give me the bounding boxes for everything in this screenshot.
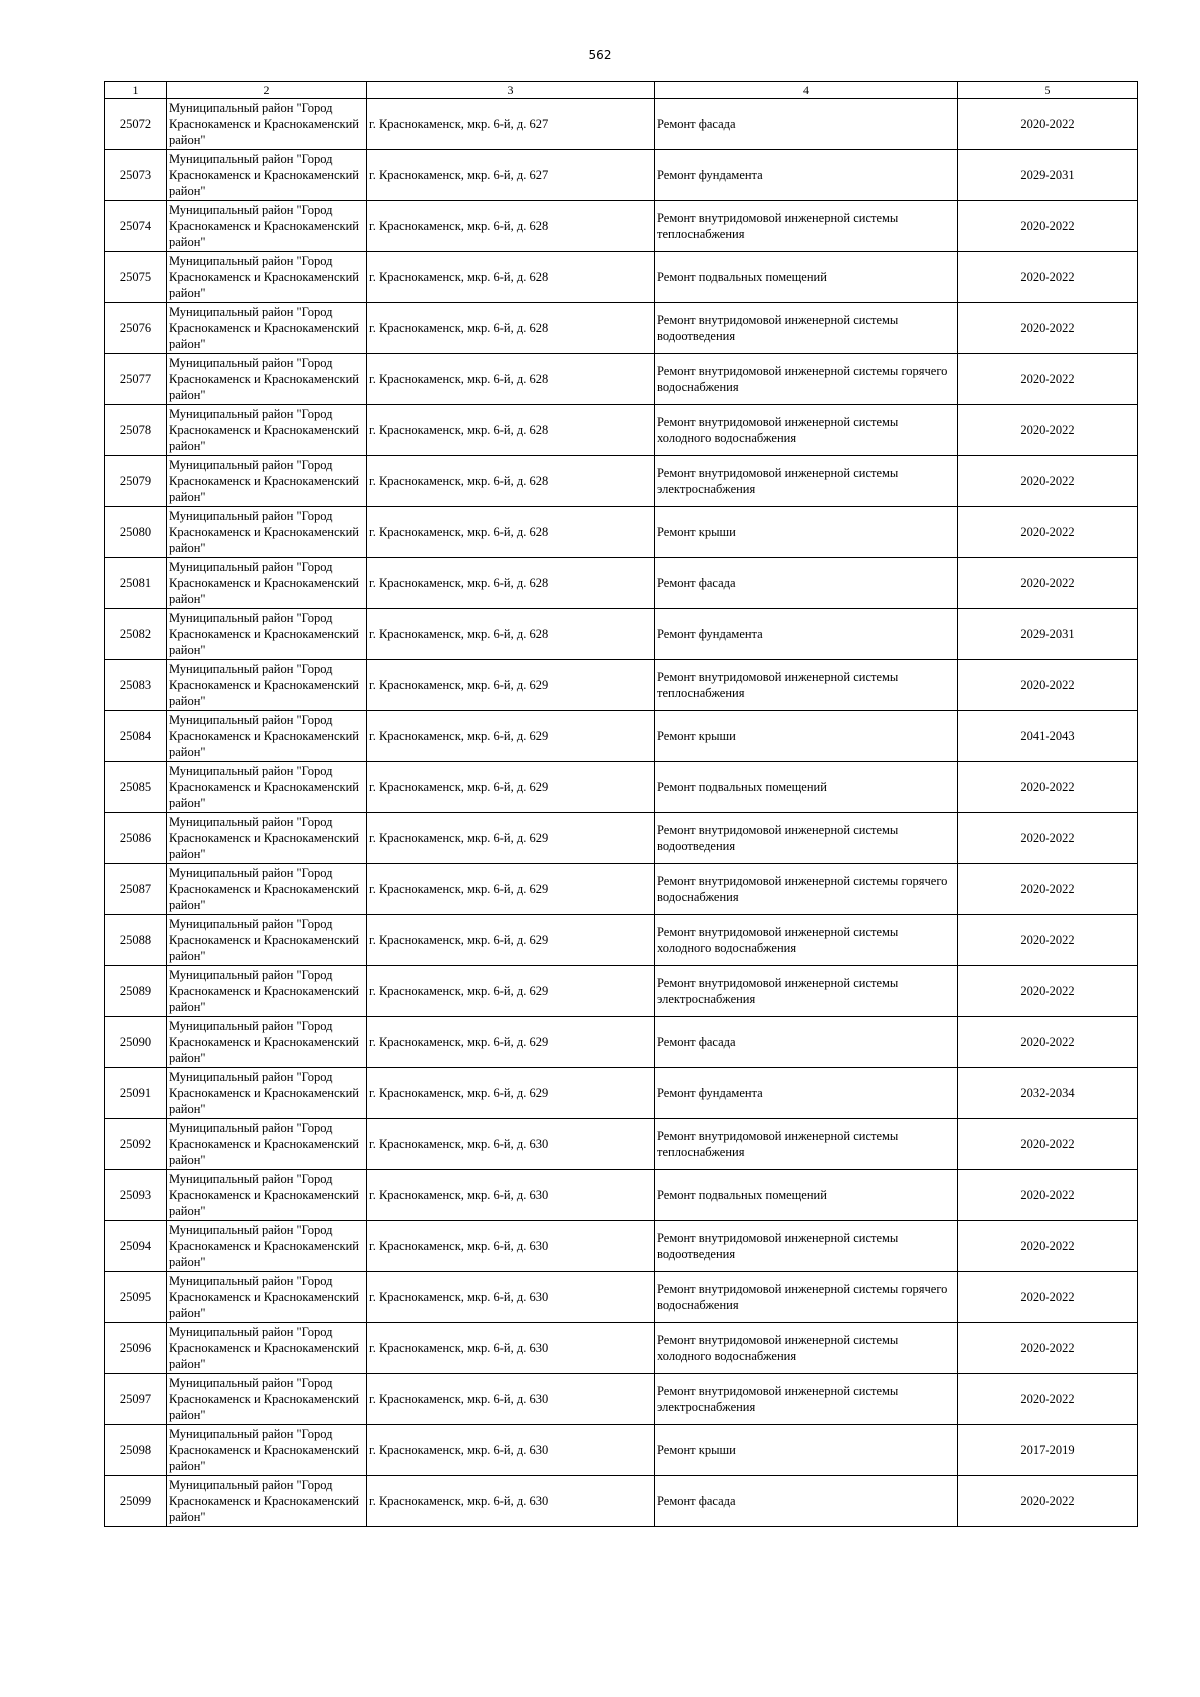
work-type-cell: Ремонт внутридомовой инженерной системы холодного водоснабжения: [655, 405, 958, 456]
row-number-cell: 25089: [105, 966, 167, 1017]
municipality-cell: Муниципальный район "Город Краснокаменск и Краснокаменский район": [167, 354, 367, 405]
table-row: [105, 558, 1138, 609]
work-type-cell: Ремонт подвальных помещений: [655, 252, 958, 303]
table-body: [105, 99, 1138, 1527]
table-row: [105, 1374, 1138, 1425]
work-type-cell: Ремонт фундамента: [655, 150, 958, 201]
page-number: 562: [588, 48, 612, 62]
row-number-cell: 25096: [105, 1323, 167, 1374]
row-number-cell: 25098: [105, 1425, 167, 1476]
municipality-cell: Муниципальный район "Город Краснокаменск и Краснокаменский район": [167, 1425, 367, 1476]
table-row: [105, 354, 1138, 405]
period-cell: 2020-2022: [958, 252, 1138, 303]
table-row: [105, 813, 1138, 864]
work-type-cell: Ремонт фасада: [655, 1017, 958, 1068]
municipality-cell: Муниципальный район "Город Краснокаменск и Краснокаменский район": [167, 1068, 367, 1119]
work-type-cell: Ремонт крыши: [655, 711, 958, 762]
municipality-cell: Муниципальный район "Город Краснокаменск и Краснокаменский район": [167, 405, 367, 456]
row-number-cell: 25076: [105, 303, 167, 354]
municipality-cell: Муниципальный район "Город Краснокаменск и Краснокаменский район": [167, 507, 367, 558]
row-number-cell: 25095: [105, 1272, 167, 1323]
table-row: [105, 99, 1138, 150]
municipality-cell: Муниципальный район "Город Краснокаменск и Краснокаменский район": [167, 609, 367, 660]
work-type-cell: Ремонт подвальных помещений: [655, 1170, 958, 1221]
municipality-cell: Муниципальный район "Город Краснокаменск и Краснокаменский район": [167, 864, 367, 915]
period-cell: 2020-2022: [958, 558, 1138, 609]
address-cell: г. Краснокаменск, мкр. 6-й, д. 628: [367, 456, 655, 507]
table-row: [105, 150, 1138, 201]
row-number-cell: 25090: [105, 1017, 167, 1068]
work-type-cell: Ремонт внутридомовой инженерной системы водоотведения: [655, 1221, 958, 1272]
address-cell: г. Краснокаменск, мкр. 6-й, д. 629: [367, 864, 655, 915]
address-cell: г. Краснокаменск, мкр. 6-й, д. 627: [367, 99, 655, 150]
municipality-cell: Муниципальный район "Город Краснокаменск и Краснокаменский район": [167, 99, 367, 150]
municipality-cell: Муниципальный район "Город Краснокаменск и Краснокаменский район": [167, 1119, 367, 1170]
table-row: [105, 1119, 1138, 1170]
work-type-cell: Ремонт подвальных помещений: [655, 762, 958, 813]
period-cell: 2020-2022: [958, 762, 1138, 813]
period-cell: 2020-2022: [958, 1374, 1138, 1425]
work-type-cell: Ремонт внутридомовой инженерной системы теплоснабжения: [655, 1119, 958, 1170]
table-row: [105, 1476, 1138, 1527]
work-type-cell: Ремонт внутридомовой инженерной системы горячего водоснабжения: [655, 1272, 958, 1323]
row-number-cell: 25079: [105, 456, 167, 507]
municipality-cell: Муниципальный район "Город Краснокаменск и Краснокаменский район": [167, 1374, 367, 1425]
work-type-cell: Ремонт внутридомовой инженерной системы электроснабжения: [655, 1374, 958, 1425]
municipality-cell: Муниципальный район "Город Краснокаменск и Краснокаменский район": [167, 1272, 367, 1323]
period-cell: 2029-2031: [958, 150, 1138, 201]
address-cell: г. Краснокаменск, мкр. 6-й, д. 630: [367, 1170, 655, 1221]
period-cell: 2020-2022: [958, 1221, 1138, 1272]
table-row: [105, 456, 1138, 507]
address-cell: г. Краснокаменск, мкр. 6-й, д. 628: [367, 201, 655, 252]
period-cell: 2020-2022: [958, 456, 1138, 507]
period-cell: 2020-2022: [958, 1119, 1138, 1170]
address-cell: г. Краснокаменск, мкр. 6-й, д. 628: [367, 252, 655, 303]
period-cell: 2020-2022: [958, 813, 1138, 864]
address-cell: г. Краснокаменск, мкр. 6-й, д. 629: [367, 1017, 655, 1068]
period-cell: 2020-2022: [958, 660, 1138, 711]
address-cell: г. Краснокаменск, мкр. 6-й, д. 630: [367, 1119, 655, 1170]
period-cell: 2017-2019: [958, 1425, 1138, 1476]
table-row: [105, 1221, 1138, 1272]
table-row: [105, 864, 1138, 915]
table-row: [105, 1323, 1138, 1374]
period-cell: 2020-2022: [958, 405, 1138, 456]
table-row: [105, 252, 1138, 303]
address-cell: г. Краснокаменск, мкр. 6-й, д. 629: [367, 813, 655, 864]
address-cell: г. Краснокаменск, мкр. 6-й, д. 629: [367, 915, 655, 966]
municipality-cell: Муниципальный район "Город Краснокаменск и Краснокаменский район": [167, 1170, 367, 1221]
work-type-cell: Ремонт внутридомовой инженерной системы водоотведения: [655, 303, 958, 354]
municipality-cell: Муниципальный район "Город Краснокаменск и Краснокаменский район": [167, 558, 367, 609]
work-type-cell: Ремонт внутридомовой инженерной системы холодного водоснабжения: [655, 915, 958, 966]
row-number-cell: 25080: [105, 507, 167, 558]
row-number-cell: 25097: [105, 1374, 167, 1425]
row-number-cell: 25073: [105, 150, 167, 201]
table-row: [105, 1170, 1138, 1221]
work-type-cell: Ремонт внутридомовой инженерной системы водоотведения: [655, 813, 958, 864]
period-cell: 2020-2022: [958, 507, 1138, 558]
work-type-cell: Ремонт фасада: [655, 99, 958, 150]
table-row: [105, 1068, 1138, 1119]
column-header: 1: [105, 82, 167, 99]
municipality-cell: Муниципальный район "Город Краснокаменск и Краснокаменский район": [167, 915, 367, 966]
work-type-cell: Ремонт фасада: [655, 558, 958, 609]
row-number-cell: 25085: [105, 762, 167, 813]
period-cell: 2020-2022: [958, 1323, 1138, 1374]
work-type-cell: Ремонт внутридомовой инженерной системы горячего водоснабжения: [655, 354, 958, 405]
row-number-cell: 25087: [105, 864, 167, 915]
period-cell: 2020-2022: [958, 864, 1138, 915]
address-cell: г. Краснокаменск, мкр. 6-й, д. 630: [367, 1374, 655, 1425]
period-cell: 2029-2031: [958, 609, 1138, 660]
address-cell: г. Краснокаменск, мкр. 6-й, д. 628: [367, 405, 655, 456]
period-cell: 2020-2022: [958, 1017, 1138, 1068]
table-row: [105, 609, 1138, 660]
work-type-cell: Ремонт внутридомовой инженерной системы горячего водоснабжения: [655, 864, 958, 915]
municipality-cell: Муниципальный район "Город Краснокаменск и Краснокаменский район": [167, 1476, 367, 1527]
table-row: [105, 711, 1138, 762]
row-number-cell: 25093: [105, 1170, 167, 1221]
row-number-cell: 25084: [105, 711, 167, 762]
work-type-cell: Ремонт крыши: [655, 1425, 958, 1476]
column-header: 3: [367, 82, 655, 99]
period-cell: 2020-2022: [958, 303, 1138, 354]
period-cell: 2020-2022: [958, 201, 1138, 252]
address-cell: г. Краснокаменск, мкр. 6-й, д. 630: [367, 1272, 655, 1323]
address-cell: г. Краснокаменск, мкр. 6-й, д. 628: [367, 609, 655, 660]
period-cell: 2020-2022: [958, 1476, 1138, 1527]
row-number-cell: 25083: [105, 660, 167, 711]
table-row: [105, 405, 1138, 456]
column-header: 4: [655, 82, 958, 99]
work-type-cell: Ремонт внутридомовой инженерной системы холодного водоснабжения: [655, 1323, 958, 1374]
municipality-cell: Муниципальный район "Город Краснокаменск и Краснокаменский район": [167, 252, 367, 303]
row-number-cell: 25078: [105, 405, 167, 456]
municipality-cell: Муниципальный район "Город Краснокаменск и Краснокаменский район": [167, 150, 367, 201]
row-number-cell: 25082: [105, 609, 167, 660]
municipality-cell: Муниципальный район "Город Краснокаменск и Краснокаменский район": [167, 1221, 367, 1272]
table-row: [105, 660, 1138, 711]
address-cell: г. Краснокаменск, мкр. 6-й, д. 629: [367, 711, 655, 762]
municipality-cell: Муниципальный район "Город Краснокаменск и Краснокаменский район": [167, 966, 367, 1017]
table-row: [105, 1017, 1138, 1068]
work-type-cell: Ремонт внутридомовой инженерной системы теплоснабжения: [655, 201, 958, 252]
address-cell: г. Краснокаменск, мкр. 6-й, д. 630: [367, 1476, 655, 1527]
period-cell: 2020-2022: [958, 915, 1138, 966]
row-number-cell: 25074: [105, 201, 167, 252]
row-number-cell: 25094: [105, 1221, 167, 1272]
municipality-cell: Муниципальный район "Город Краснокаменск и Краснокаменский район": [167, 1323, 367, 1374]
row-number-cell: 25072: [105, 99, 167, 150]
address-cell: г. Краснокаменск, мкр. 6-й, д. 630: [367, 1425, 655, 1476]
period-cell: 2020-2022: [958, 966, 1138, 1017]
municipality-cell: Муниципальный район "Город Краснокаменск и Краснокаменский район": [167, 711, 367, 762]
period-cell: 2020-2022: [958, 1170, 1138, 1221]
table-row: [105, 1272, 1138, 1323]
work-type-cell: Ремонт фасада: [655, 1476, 958, 1527]
address-cell: г. Краснокаменск, мкр. 6-й, д. 628: [367, 507, 655, 558]
municipality-cell: Муниципальный район "Город Краснокаменск и Краснокаменский район": [167, 456, 367, 507]
period-cell: 2032-2034: [958, 1068, 1138, 1119]
municipality-cell: Муниципальный район "Город Краснокаменск и Краснокаменский район": [167, 813, 367, 864]
municipality-cell: Муниципальный район "Город Краснокаменск и Краснокаменский район": [167, 762, 367, 813]
table-row: [105, 966, 1138, 1017]
table-row: [105, 762, 1138, 813]
column-header: 2: [167, 82, 367, 99]
work-type-cell: Ремонт фундамента: [655, 609, 958, 660]
table-header-row: [105, 82, 1138, 99]
row-number-cell: 25081: [105, 558, 167, 609]
period-cell: 2020-2022: [958, 354, 1138, 405]
address-cell: г. Краснокаменск, мкр. 6-й, д. 629: [367, 1068, 655, 1119]
row-number-cell: 25077: [105, 354, 167, 405]
municipality-cell: Муниципальный район "Город Краснокаменск и Краснокаменский район": [167, 303, 367, 354]
address-cell: г. Краснокаменск, мкр. 6-й, д. 629: [367, 966, 655, 1017]
row-number-cell: 25086: [105, 813, 167, 864]
table-row: [105, 201, 1138, 252]
repair-schedule-table: [104, 81, 1138, 1527]
municipality-cell: Муниципальный район "Город Краснокаменск и Краснокаменский район": [167, 660, 367, 711]
work-type-cell: Ремонт внутридомовой инженерной системы электроснабжения: [655, 966, 958, 1017]
work-type-cell: Ремонт внутридомовой инженерной системы электроснабжения: [655, 456, 958, 507]
column-header: 5: [958, 82, 1138, 99]
address-cell: г. Краснокаменск, мкр. 6-й, д. 630: [367, 1323, 655, 1374]
row-number-cell: 25088: [105, 915, 167, 966]
table-row: [105, 303, 1138, 354]
work-type-cell: Ремонт фундамента: [655, 1068, 958, 1119]
address-cell: г. Краснокаменск, мкр. 6-й, д. 628: [367, 558, 655, 609]
municipality-cell: Муниципальный район "Город Краснокаменск и Краснокаменский район": [167, 201, 367, 252]
address-cell: г. Краснокаменск, мкр. 6-й, д. 627: [367, 150, 655, 201]
table-row: [105, 1425, 1138, 1476]
period-cell: 2020-2022: [958, 99, 1138, 150]
period-cell: 2020-2022: [958, 1272, 1138, 1323]
row-number-cell: 25092: [105, 1119, 167, 1170]
address-cell: г. Краснокаменск, мкр. 6-й, д. 628: [367, 303, 655, 354]
work-type-cell: Ремонт крыши: [655, 507, 958, 558]
address-cell: г. Краснокаменск, мкр. 6-й, д. 628: [367, 354, 655, 405]
row-number-cell: 25091: [105, 1068, 167, 1119]
table-row: [105, 507, 1138, 558]
row-number-cell: 25099: [105, 1476, 167, 1527]
address-cell: г. Краснокаменск, мкр. 6-й, д. 629: [367, 660, 655, 711]
address-cell: г. Краснокаменск, мкр. 6-й, д. 630: [367, 1221, 655, 1272]
municipality-cell: Муниципальный район "Город Краснокаменск и Краснокаменский район": [167, 1017, 367, 1068]
row-number-cell: 25075: [105, 252, 167, 303]
address-cell: г. Краснокаменск, мкр. 6-й, д. 629: [367, 762, 655, 813]
work-type-cell: Ремонт внутридомовой инженерной системы теплоснабжения: [655, 660, 958, 711]
period-cell: 2041-2043: [958, 711, 1138, 762]
table-row: [105, 915, 1138, 966]
